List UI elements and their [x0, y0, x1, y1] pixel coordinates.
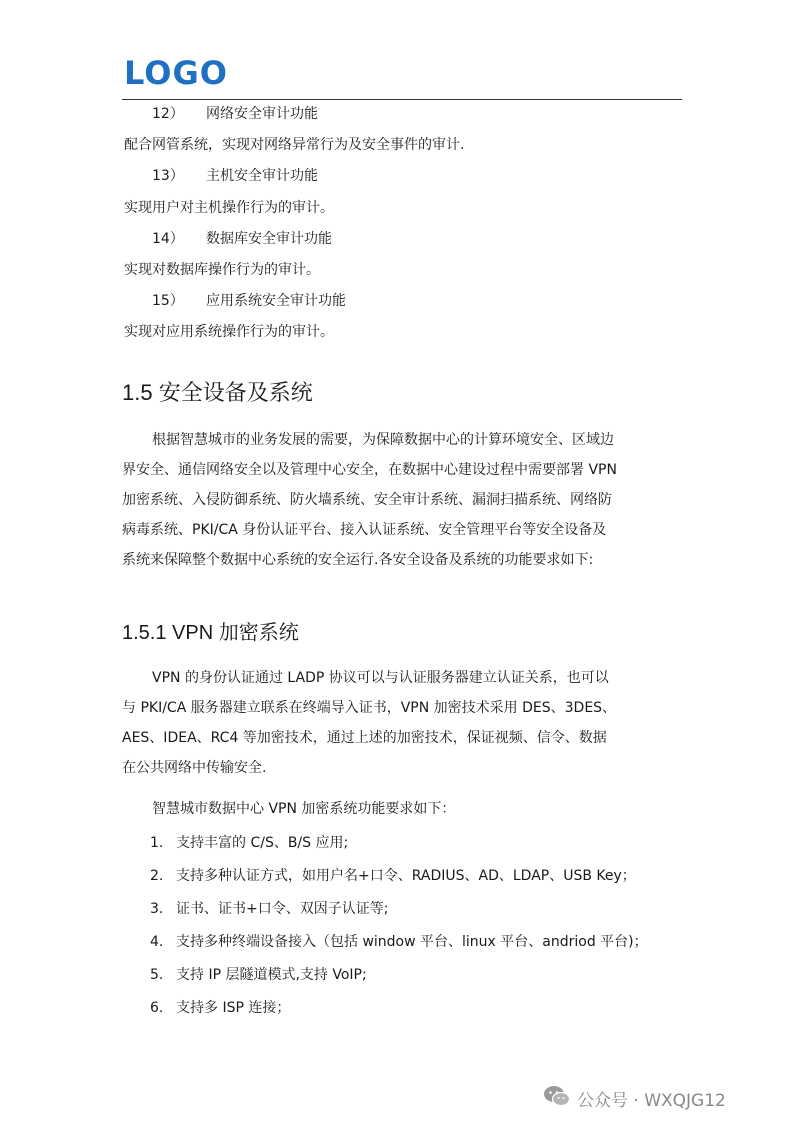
requirement-item: 6. 支持多 ISP 连接；: [150, 1000, 291, 1016]
watermark-text: 公众号 · WXQJG12: [577, 1091, 726, 1111]
requirement-item: 3. 证书、证书+口令、双因子认证等;: [150, 901, 389, 917]
subsection-heading: 1.5.1 VPN 加密系统: [122, 622, 299, 644]
requirement-item: 1. 支持丰富的 C/S、B/S 应用;: [150, 835, 349, 851]
audit-item-13-title: 13） 主机安全审计功能: [152, 168, 318, 184]
logo: [124, 58, 228, 92]
audit-item-14-title: 14） 数据库安全审计功能: [152, 231, 332, 247]
audit-item-12-desc: 配合网管系统，实现对网络异常行为及安全事件的审计.: [124, 137, 465, 153]
paragraph-line: VPN 的身份认证通过 LADP 协议可以与认证服务器建立认证关系，也可以: [152, 670, 609, 686]
requirement-item: 2. 支持多种认证方式，如用户名+口令、RADIUS、AD、LDAP、USB Key；: [150, 868, 636, 884]
paragraph-line: 根据智慧城市的业务发展的需要，为保障数据中心的计算环境安全、区域边: [152, 432, 614, 448]
logo-graphic: [124, 58, 228, 88]
paragraph-line: 病毒系统、PKI/CA 身份认证平台、接入认证系统、安全管理平台等安全设备及: [122, 522, 607, 538]
wechat-icon: [543, 1084, 571, 1113]
paragraph-line: 在公共网络中传输安全.: [122, 760, 267, 776]
paragraph-line: 界安全、通信网络安全以及管理中心安全，在数据中心建设过程中需要部署 VPN: [122, 462, 617, 478]
audit-item-15-desc: 实现对应用系统操作行为的审计。: [124, 324, 334, 340]
paragraph-line: 加密系统、入侵防御系统、防火墙系统、安全审计系统、漏洞扫描系统、网络防: [122, 492, 612, 508]
watermark: [543, 1084, 726, 1113]
section-heading: 1.5 安全设备及系统: [122, 380, 313, 405]
audit-item-15-title: 15） 应用系统安全审计功能: [152, 293, 346, 309]
requirement-item: 4. 支持多种终端设备接入（包括 window 平台、linux 平台、andriod 平台)；: [150, 934, 648, 950]
paragraph-line: 与 PKI/CA 服务器建立联系在终端导入证书，VPN 加密技术采用 DES、3DES、: [122, 700, 617, 716]
audit-item-13-desc: 实现用户对主机操作行为的审计。: [124, 200, 334, 216]
paragraph-line: AES、IDEA、RC4 等加密技术，通过上述的加密技术，保证视频、信令、数据: [122, 730, 607, 746]
section-paragraph: [122, 425, 680, 575]
audit-item-14-desc: 实现对数据库操作行为的审计。: [124, 262, 320, 278]
header-rule: [122, 99, 682, 100]
paragraph-line: 系统来保障整个数据中心系统的安全运行.各安全设备及系统的功能要求如下:: [122, 552, 594, 568]
svg-text:LOGO: LOGO: [124, 58, 228, 88]
requirements-lead: 智慧城市数据中心 VPN 加密系统功能要求如下：: [152, 801, 456, 817]
subsection-paragraph: [122, 663, 680, 783]
requirement-item: 5. 支持 IP 层隧道模式,支持 VoIP;: [150, 967, 367, 983]
audit-item-12-title: 12） 网络安全审计功能: [152, 106, 318, 122]
